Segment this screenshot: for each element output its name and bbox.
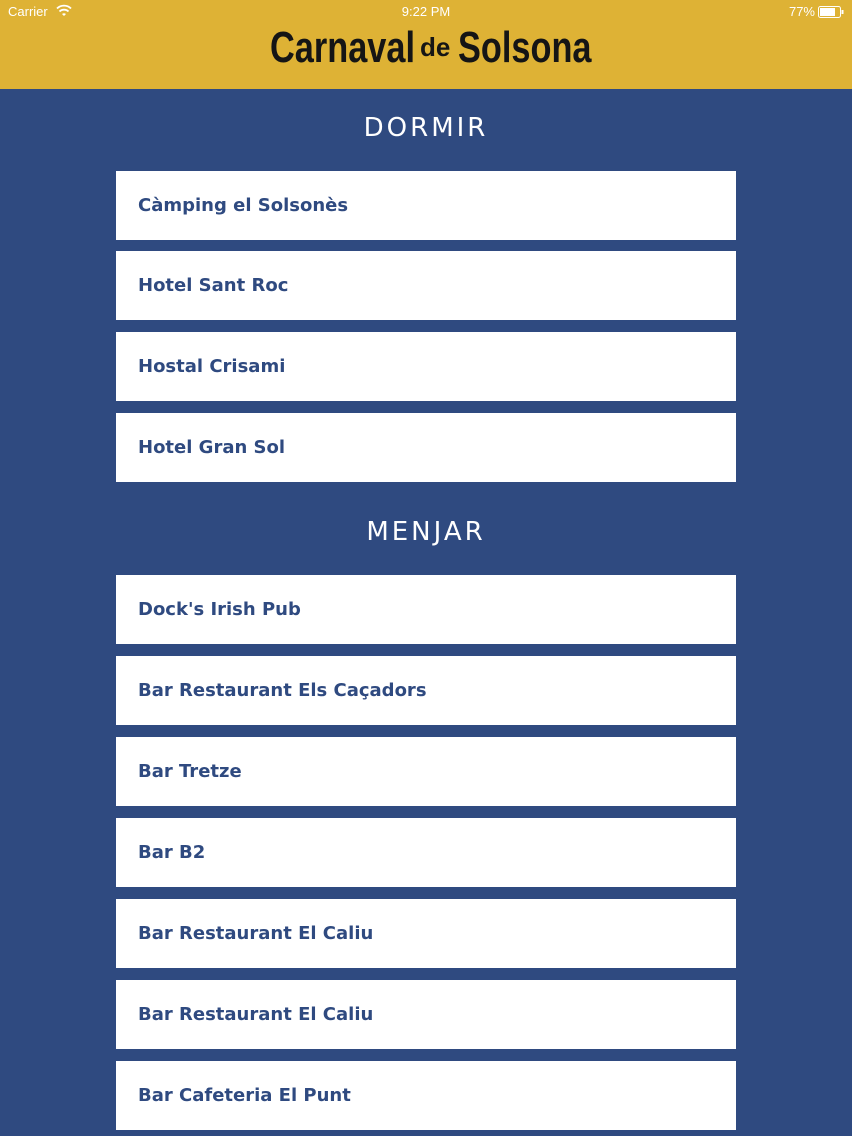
battery-percentage: 77% (788, 4, 815, 19)
list-item[interactable] (116, 332, 736, 401)
section-title-menjar: MENJAR (366, 517, 486, 547)
list-item[interactable] (116, 656, 736, 725)
list-item[interactable] (116, 737, 736, 806)
list-item[interactable] (116, 251, 736, 320)
list-item-label: Bar Restaurant El Caliu (138, 923, 374, 944)
carrier-label: Carrier (8, 4, 48, 19)
list-item[interactable] (116, 413, 736, 482)
list-item-label: Bar Tretze (138, 761, 242, 782)
list-item-label: Dock's Irish Pub (138, 599, 301, 620)
list-item[interactable] (116, 1061, 736, 1130)
clock: 9:22 PM (401, 4, 451, 19)
list-item-label: Bar B2 (138, 842, 206, 863)
list-item-label: Hotel Sant Roc (138, 275, 289, 296)
logo-word-de: de (420, 32, 451, 62)
list-item-label: Càmping el Solsonès (138, 195, 349, 216)
list-item[interactable] (116, 575, 736, 644)
app-logo (270, 18, 592, 78)
list-item[interactable] (116, 980, 736, 1049)
logo-word-solsona-wrap (458, 18, 629, 78)
logo-word-carnaval: Carnaval (270, 23, 415, 72)
app-header (0, 0, 852, 89)
logo-word-solsona: Solsona (458, 23, 592, 72)
list-item-label: Hostal Crisami (138, 356, 286, 377)
list-item[interactable] (116, 171, 736, 240)
logo-wordmark (270, 18, 420, 78)
list-item-label: Bar Restaurant Els Caçadors (138, 680, 427, 701)
logo-word-de-wrap (420, 32, 450, 63)
list-item-label: Bar Restaurant El Caliu (138, 1004, 374, 1025)
section-title-dormir: DORMIR (363, 113, 489, 143)
battery-icon (818, 6, 844, 18)
list-item[interactable] (116, 818, 736, 887)
list-item-label: Bar Cafeteria El Punt (138, 1085, 351, 1106)
list-item[interactable] (116, 899, 736, 968)
list-item-label: Hotel Gran Sol (138, 437, 286, 458)
